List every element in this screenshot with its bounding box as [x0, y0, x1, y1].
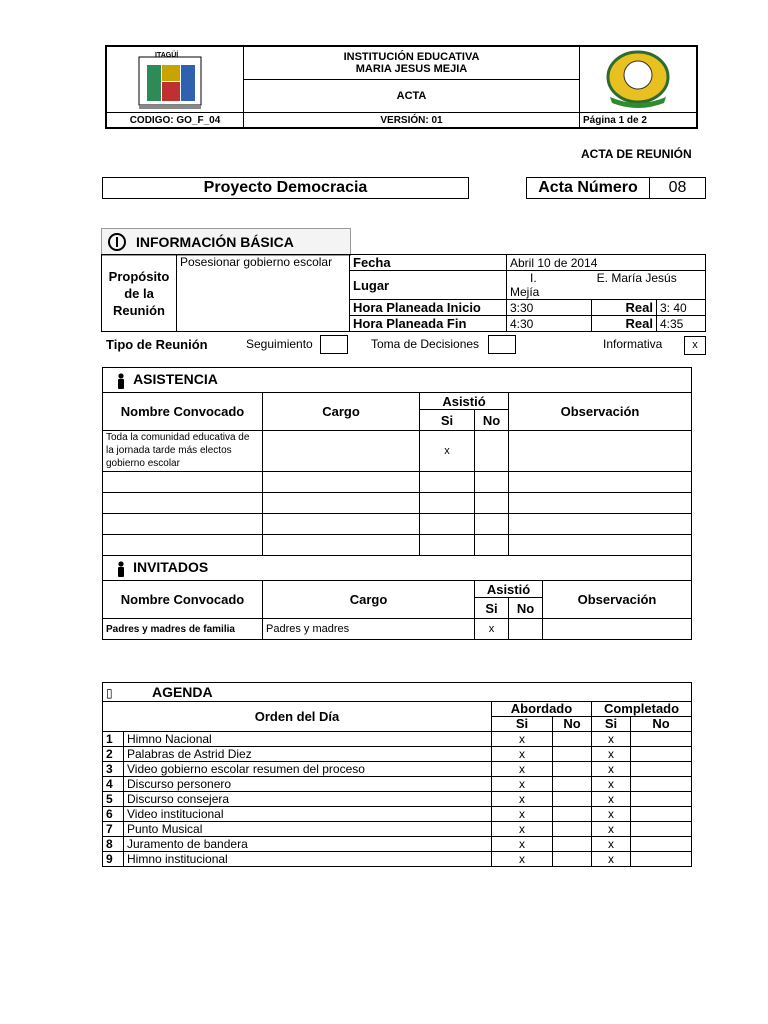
col-nombre: Nombre Convocado [103, 393, 263, 431]
agenda-item-abordado-si: x [492, 792, 553, 807]
inv-col-observacion: Observación [543, 581, 692, 619]
lugar-value: I. E. María Jesús Mejía [507, 271, 706, 300]
informativa-label: Informativa [603, 337, 663, 351]
agenda-item-completado-si: x [592, 822, 631, 837]
inv-col-asistio: Asistió [475, 581, 543, 598]
logo-text: ITAGÜÍ [155, 52, 179, 59]
agenda-item-completado-no [631, 777, 692, 792]
inv-row-nombre: Padres y madres de familia [103, 619, 263, 640]
agenda-item-number: 9 [103, 852, 124, 867]
col-observacion: Observación [509, 393, 692, 431]
agenda-item-number: 7 [103, 822, 124, 837]
agenda-item-completado-si: x [592, 732, 631, 747]
agenda-table [102, 682, 692, 867]
code-cell: CODIGO: GO_F_04 [106, 113, 244, 129]
seguimiento-checkbox[interactable] [320, 335, 348, 354]
version-cell: VERSIÓN: 01 [244, 113, 580, 129]
inv-col-cargo: Cargo [263, 581, 475, 619]
agenda-item-completado-si: x [592, 777, 631, 792]
asistencia-table [102, 367, 692, 640]
person-icon [116, 373, 126, 389]
right-logo-cell [580, 46, 698, 113]
agenda-item-abordado-si: x [492, 807, 553, 822]
table-row [103, 777, 692, 792]
table-row [103, 493, 692, 514]
agenda-item-abordado-si: x [492, 762, 553, 777]
agenda-item-completado-si: x [592, 837, 631, 852]
ab-no: No [553, 717, 592, 732]
table-row-cargo [263, 431, 420, 472]
agenda-item-number: 8 [103, 837, 124, 852]
person-icon [116, 561, 126, 577]
table-row [103, 732, 692, 747]
agenda-item-abordado-si: x [492, 747, 553, 762]
agenda-item-text: Punto Musical [124, 822, 492, 837]
tipo-reunion-row [106, 335, 706, 355]
col-abordado: Abordado [492, 702, 592, 717]
page-cell: Página 1 de 2 [580, 113, 698, 129]
invitados-header [103, 556, 692, 581]
table-row-nombre: Toda la comunidad educativa de la jornada tarde más electos gobierno escolar [103, 431, 263, 472]
hora-inicio-label: Hora Planeada Inicio [350, 300, 507, 316]
inv-row-no [509, 619, 543, 640]
document-header [105, 45, 698, 129]
inv-row-obs [543, 619, 692, 640]
inv-col-no: No [509, 598, 543, 619]
info-icon [108, 233, 126, 251]
table-row [103, 514, 692, 535]
agenda-item-completado-no [631, 852, 692, 867]
agenda-item-text: Himno institucional [124, 852, 492, 867]
agenda-item-abordado-si: x [492, 822, 553, 837]
info-basica-header [101, 228, 351, 256]
agenda-item-completado-no [631, 837, 692, 852]
col-asistio: Asistió [420, 393, 509, 410]
agenda-item-text: Discurso consejera [124, 792, 492, 807]
agenda-item-abordado-no [553, 777, 592, 792]
tipo-reunion-label: Tipo de Reunión [106, 337, 208, 352]
institution-seal-logo [580, 47, 696, 109]
col-completado: Completado [592, 702, 692, 717]
col-no: No [475, 410, 509, 431]
acta-reunion-heading: ACTA DE REUNIÓN [581, 147, 692, 161]
proposito-label: Propósito de la Reunión [102, 255, 177, 332]
asistencia-header [103, 368, 692, 393]
informativa-checkbox[interactable]: x [684, 336, 706, 355]
agenda-item-number: 4 [103, 777, 124, 792]
lugar-label: Lugar [350, 271, 507, 300]
left-logo-cell [106, 46, 244, 113]
table-row [103, 852, 692, 867]
table-row [103, 837, 692, 852]
col-cargo: Cargo [263, 393, 420, 431]
agenda-item-abordado-no [553, 732, 592, 747]
agenda-item-completado-no [631, 792, 692, 807]
acta-number-value: 08 [649, 177, 706, 199]
table-row [103, 472, 692, 493]
agenda-item-abordado-si: x [492, 777, 553, 792]
inv-row-cargo: Padres y madres [263, 619, 475, 640]
table-row [103, 807, 692, 822]
inv-row-si: x [475, 619, 509, 640]
agenda-item-text: Juramento de bandera [124, 837, 492, 852]
agenda-item-abordado-no [553, 792, 592, 807]
col-si: Si [420, 410, 475, 431]
agenda-item-abordado-no [553, 807, 592, 822]
document-type: ACTA [244, 80, 580, 113]
agenda-item-abordado-no [553, 747, 592, 762]
info-basica-table [101, 254, 706, 332]
agenda-item-completado-si: x [592, 852, 631, 867]
table-row [103, 535, 692, 556]
institution-name: INSTITUCIÓN EDUCATIVA MARIA JESUS MEJIA [244, 46, 580, 80]
proposito-value: Posesionar gobierno escolar [177, 255, 350, 332]
agenda-item-number: 2 [103, 747, 124, 762]
table-row [103, 747, 692, 762]
fecha-value: Abril 10 de 2014 [507, 255, 706, 271]
agenda-item-completado-si: x [592, 747, 631, 762]
asistencia-title: ASISTENCIA [133, 370, 218, 387]
toma-decisiones-label: Toma de Decisiones [371, 337, 480, 351]
agenda-item-completado-no [631, 762, 692, 777]
co-no: No [631, 717, 692, 732]
table-row-si: x [420, 431, 475, 472]
seguimiento-label: Seguimiento [246, 337, 313, 351]
agenda-item-completado-no [631, 822, 692, 837]
table-row [103, 822, 692, 837]
agenda-icon: ▯ [106, 685, 113, 700]
agenda-item-completado-no [631, 807, 692, 822]
table-row [103, 792, 692, 807]
real-fin-value: 4:35 [657, 316, 706, 332]
toma-decisiones-checkbox[interactable] [488, 335, 516, 354]
ab-si: Si [492, 717, 553, 732]
agenda-item-number: 5 [103, 792, 124, 807]
agenda-item-number: 6 [103, 807, 124, 822]
agenda-item-abordado-si: x [492, 852, 553, 867]
real-inicio-label: Real [592, 300, 657, 316]
agenda-item-completado-si: x [592, 807, 631, 822]
real-inicio-value: 3: 40 [657, 300, 706, 316]
real-fin-label: Real [592, 316, 657, 332]
agenda-item-text: Video institucional [124, 807, 492, 822]
col-orden-dia: Orden del Día [103, 702, 492, 732]
agenda-item-abordado-no [553, 822, 592, 837]
hora-fin-value: 4:30 [507, 316, 592, 332]
agenda-item-text: Video gobierno escolar resumen del proceso [124, 762, 492, 777]
table-row [103, 762, 692, 777]
agenda-title: AGENDA [151, 683, 213, 700]
agenda-item-completado-no [631, 732, 692, 747]
agenda-item-text: Palabras de Astrid Diez [124, 747, 492, 762]
invitados-title: INVITADOS [133, 558, 209, 575]
table-row-no [475, 431, 509, 472]
agenda-item-number: 1 [103, 732, 124, 747]
agenda-item-completado-si: x [592, 762, 631, 777]
agenda-item-text: Himno Nacional [124, 732, 492, 747]
co-si: Si [592, 717, 631, 732]
agenda-header [103, 683, 692, 702]
info-basica-title: INFORMACIÓN BÁSICA [136, 234, 294, 250]
agenda-item-completado-no [631, 747, 692, 762]
agenda-item-abordado-no [553, 762, 592, 777]
inv-col-nombre: Nombre Convocado [103, 581, 263, 619]
agenda-item-abordado-no [553, 837, 592, 852]
fecha-label: Fecha [350, 255, 507, 271]
agenda-item-abordado-no [553, 852, 592, 867]
inv-col-si: Si [475, 598, 509, 619]
table-row-obs [509, 431, 692, 472]
acta-number-label: Acta Número [526, 177, 650, 199]
project-title: Proyecto Democracia [102, 177, 469, 199]
hora-fin-label: Hora Planeada Fin [350, 316, 507, 332]
agenda-item-text: Discurso personero [124, 777, 492, 792]
agenda-item-completado-si: x [592, 792, 631, 807]
agenda-item-abordado-si: x [492, 837, 553, 852]
hora-inicio-value: 3:30 [507, 300, 592, 316]
agenda-item-number: 3 [103, 762, 124, 777]
agenda-item-abordado-si: x [492, 732, 553, 747]
